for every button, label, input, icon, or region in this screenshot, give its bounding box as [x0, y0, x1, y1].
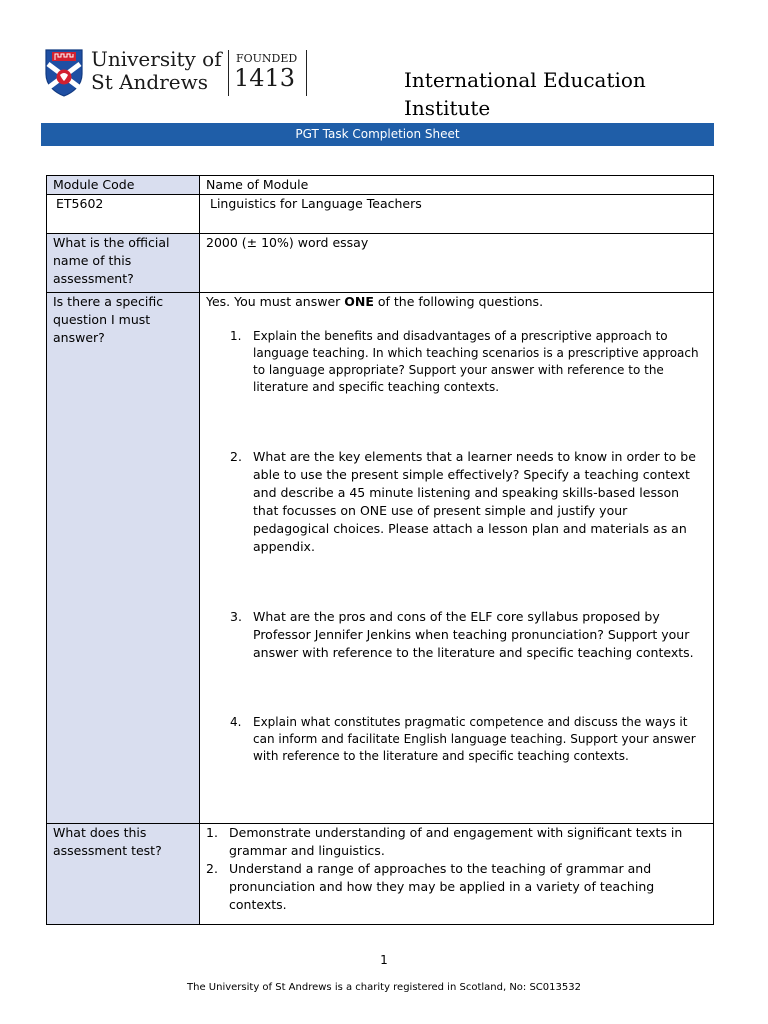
question-list — [206, 328, 707, 765]
outcome-text: Understand a range of approaches to the teaching of grammar and pronunciation and how they may be applied in a variety of teaching contexts. — [229, 861, 655, 912]
founded-label: FOUNDED — [236, 52, 298, 65]
institute-title: International Education Institute — [404, 68, 646, 120]
outcome-text: Demonstrate understanding of and engagement with significant texts in grammar and linguistics. — [229, 825, 683, 858]
university-crest-icon — [44, 48, 84, 98]
question-intro-end: of the following questions. — [373, 294, 544, 309]
module-name-label: Name of Module — [200, 176, 714, 195]
question-text: Explain what constitutes pragmatic competence and discuss the ways it can inform and facilitate English language teaching. Support your answer with reference to the literature and specific teaching contexts. — [253, 715, 696, 763]
question-number: 4. — [230, 715, 242, 729]
question-number: 3. — [230, 609, 242, 624]
tests-cell — [200, 824, 714, 925]
footer-charity-note: The University of St Andrews is a charity registered in Scotland, No: SC013532 — [187, 982, 581, 993]
university-name-line1: University of — [91, 47, 222, 71]
logo-divider-right — [306, 50, 307, 96]
logo-divider — [228, 50, 229, 96]
question-text: What are the key elements that a learner needs to know in order to be able to use the present simple effectively? Specify a teaching context and describe a 45 minute listening and speaking skills-based lesson that focusses on ONE use of present simple and justify your pedagogical choices. Please attach a lesson plan and materials as an appendix. — [253, 449, 696, 554]
question-cell — [200, 293, 714, 824]
list-item — [206, 608, 707, 662]
official-name-value: 2000 (± 10%) word essay — [200, 234, 714, 293]
module-name-value: Linguistics for Language Teachers — [200, 195, 714, 234]
question-text: What are the pros and cons of the ELF core syllabus proposed by Professor Jennifer Jenkins when teaching pronunciation? Support your answer with reference to the literature and specific teaching contexts. — [253, 609, 694, 660]
banner-title: PGT Task Completion Sheet — [41, 123, 714, 146]
question-intro-text: Yes. You must answer — [206, 294, 345, 309]
founded-year: 1413 — [234, 64, 296, 92]
module-code-value: ET5602 — [47, 195, 200, 234]
list-item — [206, 448, 707, 556]
official-name-label: What is the official name of this assessment? — [47, 234, 200, 293]
question-intro-bold: ONE — [344, 294, 374, 309]
question-number: 1. — [230, 329, 242, 343]
question-text: Explain the benefits and disadvantages of a prescriptive approach to language teaching. In which teaching scenarios is a prescriptive approach to language appropriate? Support your answer with reference to the literature and specific teaching contexts. — [253, 329, 699, 394]
question-label: Is there a specific question I must answer? — [47, 293, 200, 824]
task-table — [46, 175, 714, 925]
university-logo — [44, 46, 314, 100]
question-number: 2. — [230, 449, 242, 464]
table-row — [47, 293, 714, 824]
table-row — [47, 234, 714, 293]
outcome-number: 1. — [206, 825, 218, 840]
question-intro — [206, 293, 707, 311]
table-row — [47, 176, 714, 195]
university-name-line2: St Andrews — [91, 70, 209, 94]
tests-label: What does this assessment test? — [47, 824, 200, 925]
list-item — [206, 328, 707, 396]
page-number: 1 — [380, 953, 388, 967]
table-row — [47, 824, 714, 925]
list-item — [206, 824, 707, 860]
university-name — [91, 48, 222, 94]
table-row — [47, 195, 714, 234]
list-item — [206, 860, 707, 914]
outcome-number: 2. — [206, 861, 218, 876]
module-code-label: Module Code — [47, 176, 200, 195]
outcome-list — [206, 824, 707, 914]
list-item — [206, 714, 707, 765]
